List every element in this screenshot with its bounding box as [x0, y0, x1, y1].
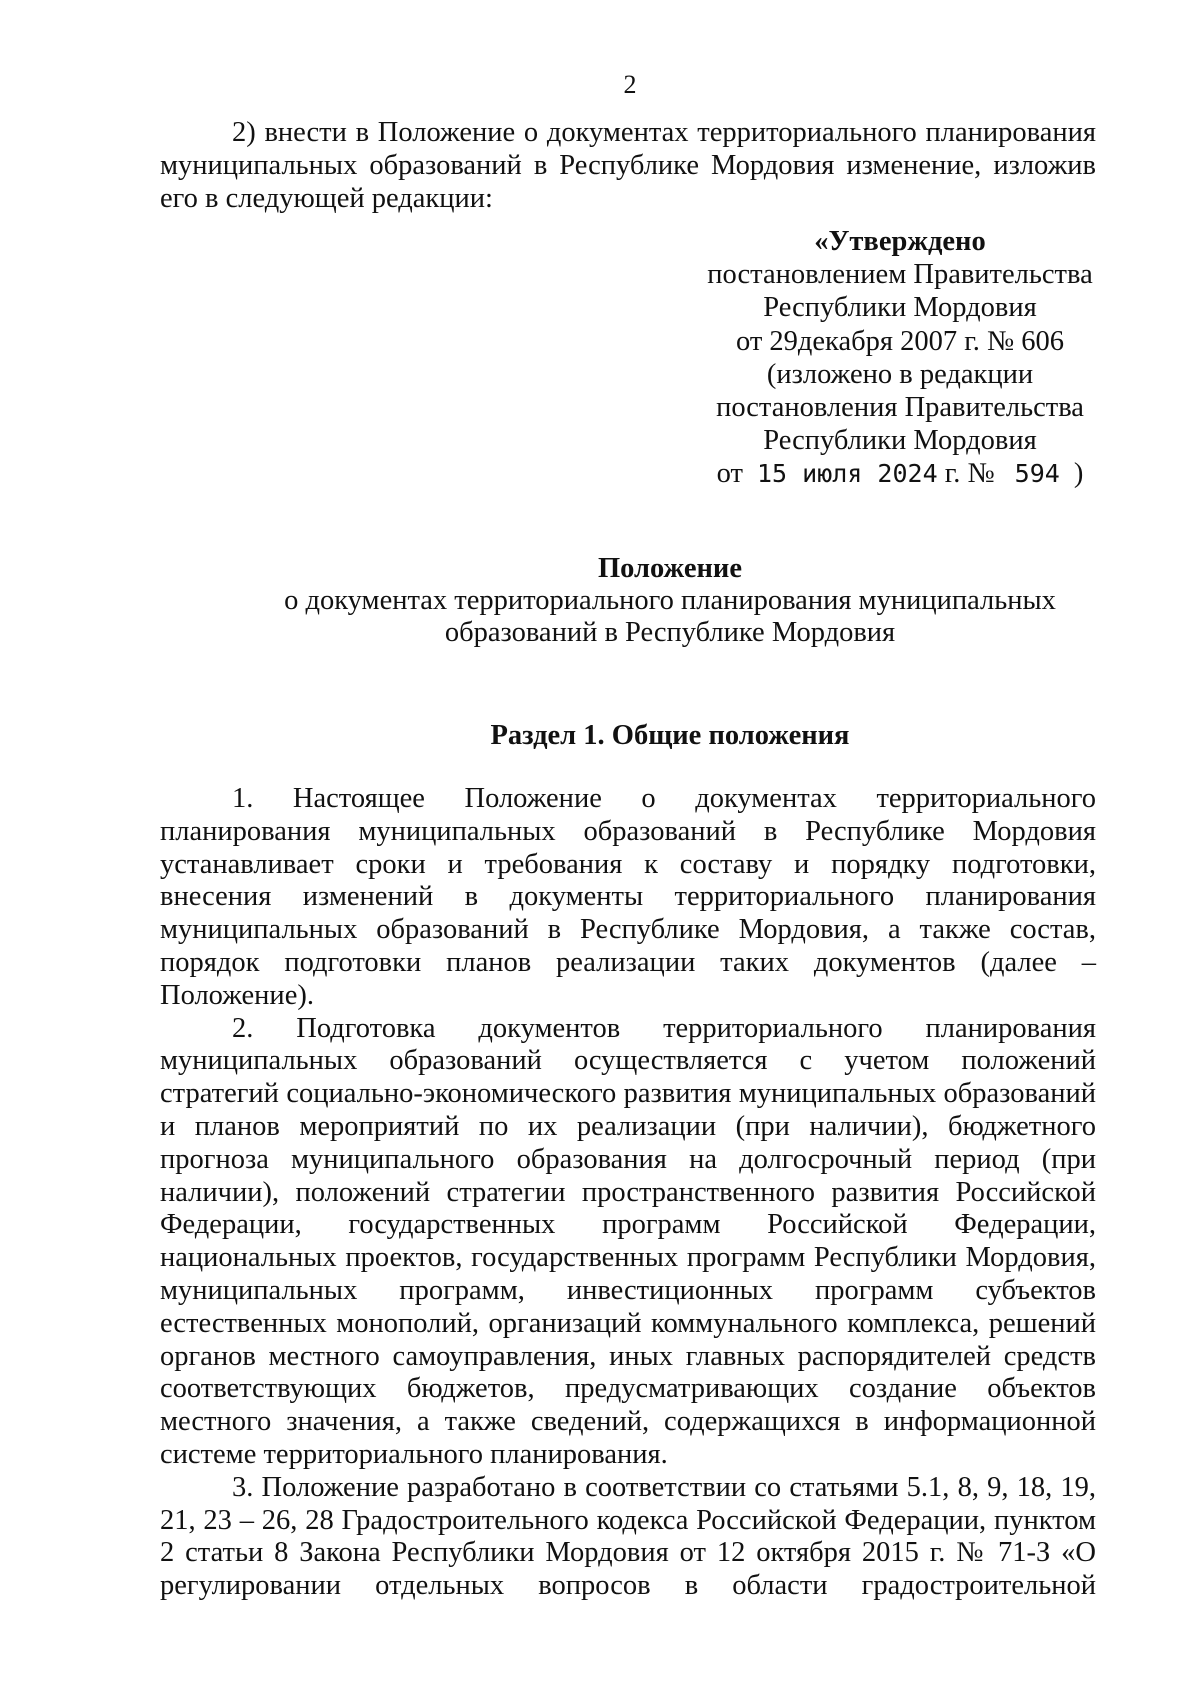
page-number: 2 — [623, 70, 637, 99]
approval-line-3: Республики Мордовия — [763, 292, 1037, 324]
section-heading: Раздел 1. Общие положения — [490, 720, 850, 751]
approval-from-prefix: от — [716, 458, 743, 490]
document-subtitle-line-2: образований в Республике Мордовия — [444, 617, 896, 648]
approval-line-2: постановлением Правительства — [707, 259, 1093, 291]
approval-number: 594 — [1014, 459, 1060, 489]
paragraph-3: 3. Положение разработано в соответствии со статьями 5.1, 8, 9, 18, 19, 21, 23 – 26, 28 Градостроительного кодекса Российской Федерации, пунктом 2 статьи 8 Закона Республики Мордовия от 12 октября 2015 г. № 71-З «О регулировании отдельных вопросов в области градостроительной — [160, 1471, 1096, 1602]
paragraph-2: 2. Подготовка документов территориального планирования муниципальных образований осуществляется с учетом положений стратегий социально-экономического развития муниципальных образований и планов мероприятий по их реализации (при наличии), бюджетного прогноза муниципального образования на долгосрочный период (при наличии), положений стратегии пространственного развития Российской Федерации, государственных программ Российской Федерации, национальных проектов, государственных программ Республики Мордовия, муниципальных программ, инвестиционных программ субъектов естественных монополий, организаций коммунального комплекса, решений органов местного самоуправления, иных главных распорядителей средств соответствующих бюджетов, предусматривающих создание объектов местного значения, а также сведений, содержащихся в информационной системе территориального планирования. — [160, 1012, 1096, 1470]
intro-block — [160, 117, 1096, 215]
approval-line-4: от 29декабря 2007 г. № 606 — [735, 325, 1065, 357]
approval-line-6: постановления Правительства — [716, 392, 1084, 424]
paragraph-1: 1. Настоящее Положение о документах территориального планирования муниципальных образований в Республике Мордовия устанавливает сроки и требования к составу и порядку подготовки, внесения изменений в документы территориального планирования муниципальных образований в Республике Мордовия, а также состав, порядок подготовки планов реализации таких документов (далее – Положение). — [160, 783, 1096, 1011]
document-title: Положение — [597, 553, 742, 584]
approval-line-5: (изложено в редакции — [766, 358, 1034, 390]
document-subtitle-line-1: о документах территориального планирования муниципальных — [284, 585, 1056, 616]
approval-close-paren: ) — [1073, 458, 1084, 490]
approval-number-label: г. № — [944, 458, 995, 490]
approval-stamp-block — [690, 225, 1110, 491]
intro-paragraph: 2) внести в Положение о документах территориального планирования муниципальных образований в Республике Мордовия изменение, изложив его в следующей редакции: — [160, 117, 1096, 214]
approval-line-approved: «Утверждено — [814, 226, 986, 257]
approval-line-7: Республики Мордовия — [763, 425, 1037, 457]
approval-date: 15 июля 2024 — [757, 459, 938, 489]
approval-line-8 — [690, 457, 1110, 490]
body-text — [160, 783, 1096, 1603]
document-title-block — [250, 553, 1090, 649]
